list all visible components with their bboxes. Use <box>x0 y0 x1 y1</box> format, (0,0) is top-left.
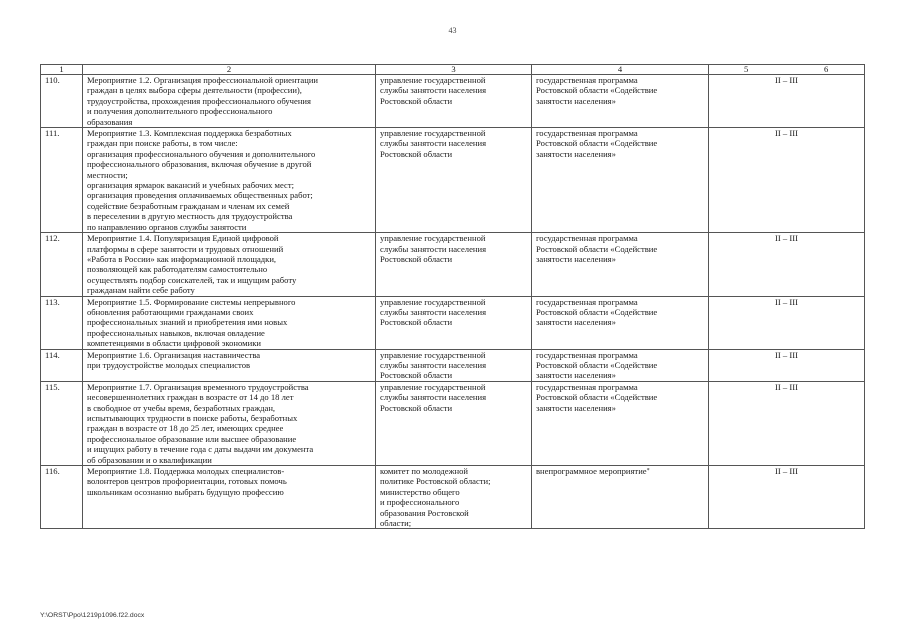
executor-line: службы занятости населения <box>380 138 487 149</box>
column-number-3: 3 <box>376 65 532 75</box>
responsible-executor <box>376 128 532 233</box>
measure-line: гражданам найти себе работу <box>87 285 195 296</box>
table-row <box>41 381 865 465</box>
responsible-executor <box>376 349 532 381</box>
executor-line: службы занятости населения <box>380 392 487 403</box>
executor-line: Ростовской области <box>380 402 453 413</box>
measure-line: трудоустройства, прохождения профессионального обучения <box>87 95 311 106</box>
responsible-executor <box>376 75 532 128</box>
table-row <box>41 466 865 529</box>
program-line: занятости населения» <box>536 148 616 159</box>
measure-line: Мероприятие 1.8. Поддержка молодых специалистов- <box>87 466 285 477</box>
executor-line: политике Ростовской области; <box>380 476 491 487</box>
column-number-6: 6 <box>824 64 829 74</box>
program-line-with-note <box>536 466 704 476</box>
measure-line: Мероприятие 1.4. Популяризация Единой цифровой <box>87 233 279 244</box>
measure-line: и ищущих работу в течение года с даты выдачи им документа <box>87 444 314 455</box>
implementation-period: II – III <box>709 466 865 529</box>
measure-line: профессиональных навыков, включая овладение <box>87 327 265 338</box>
table-row <box>41 296 865 349</box>
state-program <box>532 128 709 233</box>
responsible-executor <box>376 381 532 465</box>
measure-line: Мероприятие 1.3. Комплексная поддержка безработных <box>87 128 292 139</box>
program-line: Ростовской области «Содействие <box>536 306 658 317</box>
measure-line: в свободное от учебы время, безработных граждан, <box>87 402 276 413</box>
table-row <box>41 75 865 128</box>
measure-line: позволяющей как работодателям самостоятельно <box>87 264 268 275</box>
page-number: 43 <box>448 26 457 35</box>
state-program <box>532 381 709 465</box>
table-row <box>41 233 865 296</box>
file-path-footer: Y:\ORST\Ppo\1219p1096.f22.docx <box>40 612 145 619</box>
program-line: государственная программа <box>536 128 638 139</box>
program-line: Ростовской области «Содействие <box>536 392 658 403</box>
column-number-4: 4 <box>532 65 709 75</box>
measure-line: обновления работающими гражданами своих <box>87 306 254 317</box>
measure-line: компетенциями в области цифровой экономики <box>87 338 261 349</box>
executor-line: области; <box>380 518 412 529</box>
measure-line: граждан при поиске работы, в том числе: <box>87 138 238 149</box>
measure-line: в переселении в другую местность для трудоустройства <box>87 211 293 222</box>
measure-line: платформы в сфере занятости и трудовых отношений <box>87 243 284 254</box>
measure-line: Мероприятие 1.2. Организация профессиональной ориентации <box>87 75 319 85</box>
program-line: государственная программа <box>536 296 638 307</box>
executor-line: управление государственной <box>380 233 486 244</box>
program-line: государственная программа <box>536 381 638 392</box>
column-number-5-6 <box>709 65 865 75</box>
executor-line: комитет по молодежной <box>380 466 469 477</box>
measure-line: организация ярмарок вакансий и учебных рабочих мест; <box>87 180 294 191</box>
measure-line: и получения дополнительного профессионального <box>87 106 273 117</box>
implementation-period: II – III <box>709 349 865 381</box>
measure-line: содействие безработным гражданам и членам их семей <box>87 200 290 211</box>
measure-description <box>83 381 376 465</box>
program-line: занятости населения» <box>536 317 616 328</box>
executor-line: образования Ростовской <box>380 507 469 518</box>
state-program <box>532 233 709 296</box>
executor-line: службы занятости населения <box>380 306 487 317</box>
responsible-executor <box>376 296 532 349</box>
program-line: Ростовской области «Содействие <box>536 138 658 149</box>
table-row <box>41 128 865 233</box>
program-line: занятости населения» <box>536 370 616 381</box>
table-row <box>41 349 865 381</box>
program-line: государственная программа <box>536 233 638 244</box>
column-number-1: 1 <box>41 65 83 75</box>
measures-table-body <box>41 65 865 529</box>
program-line: Ростовской области «Содействие <box>536 359 658 370</box>
program-line: занятости населения» <box>536 402 616 413</box>
state-program <box>532 466 709 529</box>
measure-description <box>83 128 376 233</box>
executor-line: Ростовской области <box>380 148 453 159</box>
measure-description <box>83 466 376 529</box>
executor-line: Ростовской области <box>380 95 453 106</box>
row-number: 113. <box>41 296 83 349</box>
measure-line: Мероприятие 1.6. Организация наставничества <box>87 349 261 360</box>
measure-description <box>83 349 376 381</box>
program-line: Ростовской области «Содействие <box>536 85 658 96</box>
measure-line: при трудоустройстве молодых специалистов <box>87 359 251 370</box>
measure-line: организация проведения оплачиваемых общественных работ; <box>87 190 313 201</box>
column-number-2: 2 <box>83 65 376 75</box>
executor-line: управление государственной <box>380 128 486 139</box>
row-number: 115. <box>41 381 83 465</box>
measure-line: по направлению органов службы занятости <box>87 221 247 232</box>
column-numbers-row <box>41 65 865 75</box>
row-number: 110. <box>41 75 83 128</box>
measures-table <box>40 64 865 529</box>
measure-line: профессионального образования, включая обучение в другой <box>87 159 312 170</box>
executor-line: службы занятости населения <box>380 85 487 96</box>
executor-line: управление государственной <box>380 296 486 307</box>
measure-line: испытывающих трудности в поиске работы, безработных <box>87 413 298 423</box>
measure-line: граждан в целях выбора сферы деятельности (профессии), <box>87 85 302 96</box>
measure-line: Мероприятие 1.7. Организация временного трудоустройства <box>87 381 309 392</box>
executor-line: министерство общего <box>380 486 460 497</box>
implementation-period: II – III <box>709 381 865 465</box>
row-number: 112. <box>41 233 83 296</box>
measure-description <box>83 75 376 128</box>
measure-line: волонтеров центров профориентации, готовых помочь <box>87 476 287 487</box>
measure-line: граждан в возрасте от 18 до 25 лет, имеющих среднее <box>87 423 284 434</box>
measure-line: профессиональных знаний и приобретения ими новых <box>87 317 288 328</box>
implementation-period: II – III <box>709 233 865 296</box>
row-number: 114. <box>41 349 83 381</box>
measure-line: «Работа в России» как информационной площадки, <box>87 253 277 264</box>
measure-line: Мероприятие 1.5. Формирование системы непрерывного <box>87 296 296 307</box>
program-line: Ростовской области «Содействие <box>536 243 658 254</box>
program-line: внепрограммное мероприятие <box>536 466 647 477</box>
program-line: государственная программа <box>536 349 638 360</box>
program-line: занятости населения» <box>536 253 616 264</box>
executor-line: управление государственной <box>380 75 486 85</box>
measure-line: образования <box>87 116 133 127</box>
measure-line: об образовании и о квалификации <box>87 454 212 465</box>
executor-line: и профессионального <box>380 497 460 508</box>
executor-line: Ростовской области <box>380 317 453 328</box>
measure-line: организация профессионального обучения и дополнительного <box>87 148 316 159</box>
measure-description <box>83 233 376 296</box>
executor-line: Ростовской области <box>380 370 453 381</box>
state-program <box>532 349 709 381</box>
implementation-period: II – III <box>709 75 865 128</box>
executor-line: Ростовской области <box>380 253 453 264</box>
responsible-executor <box>376 233 532 296</box>
measure-line: школьникам осознанно выбрать будущую профессию <box>87 486 284 497</box>
measure-line: профессиональное образование или высшее образование <box>87 433 297 444</box>
footnote-mark: * <box>646 468 650 475</box>
executor-line: службы занятости населения <box>380 243 487 254</box>
responsible-executor <box>376 466 532 529</box>
executor-line: управление государственной <box>380 381 486 392</box>
row-number: 116. <box>41 466 83 529</box>
program-line: занятости населения» <box>536 95 616 106</box>
executor-line: управление государственной <box>380 349 486 360</box>
program-line: государственная программа <box>536 75 638 85</box>
column-number-5: 5 <box>744 64 749 74</box>
measure-line: несовершеннолетних граждан в возрасте от 14 до 18 лет <box>87 392 294 403</box>
measure-description <box>83 296 376 349</box>
row-number: 111. <box>41 128 83 233</box>
executor-line: службы занятости населения <box>380 359 487 370</box>
state-program <box>532 75 709 128</box>
state-program <box>532 296 709 349</box>
measure-line: осуществлять подбор соискателей, так и ищущим работу <box>87 274 297 285</box>
implementation-period: II – III <box>709 296 865 349</box>
implementation-period: II – III <box>709 128 865 233</box>
measure-line: местности; <box>87 169 128 180</box>
